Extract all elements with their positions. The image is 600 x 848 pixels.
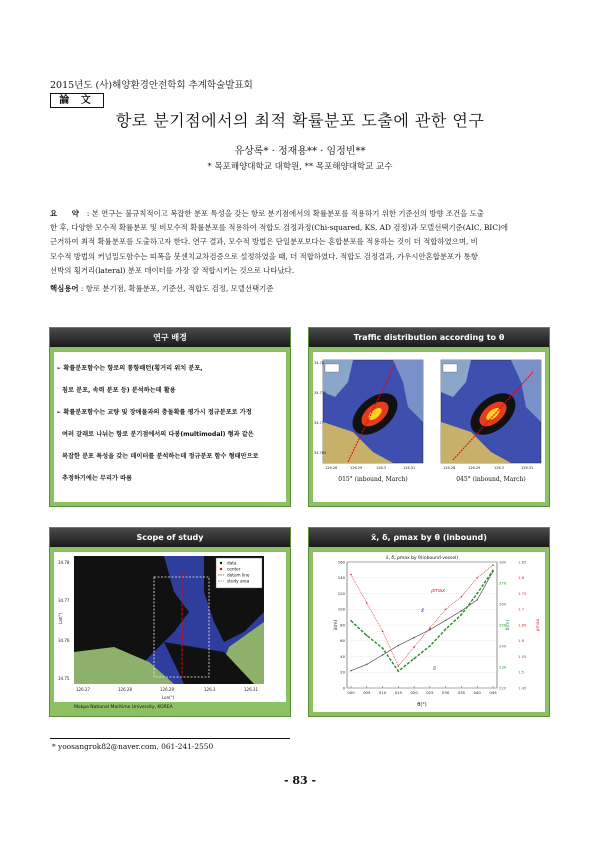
legend-label: datum line (227, 572, 250, 578)
tick-label: 126.3 (204, 687, 216, 692)
y-right2-tick-label: 1.7 (518, 606, 525, 612)
bullet-line: ➢ 확률분포함수는 교량 및 장애물과의 충돌확률 평가시 정규분포로 가정 (56, 409, 252, 416)
series-point (492, 564, 494, 566)
abstract (50, 207, 550, 278)
footnote-divider (50, 738, 290, 739)
series-point (476, 593, 478, 595)
series-point (429, 627, 431, 629)
y-right1-tick-label: 260 (499, 601, 507, 607)
y-left-tick-label: 140 (337, 575, 345, 581)
x-tick-label: 030 (442, 690, 450, 695)
chart-ylabel-left: x̄(m) (334, 619, 339, 631)
tick-label: 126.3 (376, 466, 387, 470)
series-point (461, 610, 463, 612)
traffic-map-right (441, 360, 541, 463)
traffic-panel (308, 327, 550, 507)
tick-label: 34.765 (314, 451, 327, 455)
y-right2-tick-label: 1.8 (518, 575, 525, 581)
x-tick-label: 010 (378, 690, 387, 695)
bullet-line: 침로 분포, 속력 분포 등) 분석하는데 활용 (62, 387, 176, 394)
series-point (461, 614, 463, 616)
y-left-tick-label: 80 (340, 622, 345, 628)
bullet-line: ➢ 확률분포함수는 항로의 통항패턴(횡거리 위치 분포, (56, 365, 203, 372)
x-tick-label: 040 (473, 690, 481, 695)
tick-label: 126.31 (521, 466, 534, 470)
scope-panel-body (54, 552, 286, 702)
series-point (476, 599, 478, 601)
y-right1-tick-label: 250 (499, 622, 507, 628)
series-point (445, 619, 447, 621)
y-right1-tick-label: 270 (499, 580, 507, 586)
tick-label: 126.28 (325, 466, 338, 470)
paper-title: 항로 분기점에서의 최적 확률분포 도출에 관한 연구 (115, 111, 485, 130)
series-point (382, 654, 384, 656)
x-tick-label: 020 (410, 690, 418, 695)
series-point (366, 635, 368, 637)
bullet-line: 여러 갈래로 나뉘는 항로 분기점에서의 다봉(multimodal) 형과 같은 (62, 431, 254, 438)
y-left-tick-label: 0 (342, 685, 345, 691)
chart-inner-title: x̄, δ, ρmax by θ(inbound vessel) (385, 556, 459, 561)
tick-label: 126.27 (76, 687, 90, 692)
y-right1-tick-label: 230 (499, 664, 507, 670)
background-panel (49, 327, 291, 507)
scope-map (54, 552, 286, 702)
tick-label: 126.28 (118, 687, 132, 692)
y-right1-tick-label: 220 (499, 685, 507, 691)
y-right2-tick-label: 1.6 (518, 638, 525, 644)
chart-xlabel: θ(°) (417, 702, 427, 708)
tick-label: 126.3 (494, 466, 505, 470)
scope-legend (216, 558, 262, 588)
series-point (350, 574, 352, 576)
stats-panel-title: x̄, δ, ρmax by θ (inbound) (309, 528, 549, 547)
authors: 유상록* · 정재용** · 임정빈** (234, 146, 366, 157)
series-point (350, 670, 352, 672)
series-label: ρmax (431, 588, 446, 594)
y-right2-tick-label: 1.55 (518, 653, 527, 659)
scope-ylabel: Lat(°) (58, 612, 63, 624)
y-left-tick-label: 120 (337, 590, 345, 596)
series-point (413, 646, 415, 648)
tick-label: 126.31 (403, 466, 416, 470)
bullet-line: 복잡한 분포 특성을 갖는 데이터를 분석하는데 정규분포 함수 형태만으로 (62, 453, 259, 460)
abstract-line: 모수적 방법의 커널밀도함수는 띠폭을 붓센치교차검증으로 설정하였을 때, 더 적합하였다. 적합도 검정결과, 가우시안혼합분포가 통항 (50, 251, 478, 261)
tick-label: 34.75 (58, 676, 70, 681)
series-point (350, 620, 352, 622)
abstract-label: 요 약 (50, 209, 85, 218)
series-point (382, 631, 384, 633)
background-panel-title: 연구 배경 (50, 328, 290, 347)
series-label: δ (433, 666, 437, 672)
series-point (382, 647, 384, 649)
series-point (366, 664, 368, 666)
y-left-tick-label: 100 (337, 606, 345, 612)
series-point (492, 570, 494, 572)
tick-label: 126.29 (468, 466, 481, 470)
scope-panel-title: Scope of study (50, 528, 290, 547)
x-tick-label: 015 (394, 690, 402, 695)
tick-label: 126.29 (350, 466, 363, 470)
tick-label: 126.29 (160, 687, 174, 692)
series-label: x̄ (421, 608, 424, 614)
series-point (366, 602, 368, 604)
tick-label: 34.77 (314, 421, 325, 425)
page-number: - 83 - (283, 774, 317, 787)
y-right2-tick-label: 1.85 (518, 559, 527, 565)
chart-ylabel-right2: ρmax (536, 618, 541, 632)
y-left-tick-label: 20 (340, 669, 345, 675)
y-right1-tick-label: 240 (499, 643, 507, 649)
chart-ylabel-right1: δ(m) (506, 619, 511, 631)
background-panel-body (54, 352, 286, 502)
series-point (413, 658, 415, 660)
bullet-line: 추정하기에는 무리가 따름 (62, 475, 133, 482)
y-left-tick-label: 160 (337, 559, 345, 565)
series-point (445, 628, 447, 630)
abstract-line: 선박의 횡거리(lateral) 분포 데이터를 가장 잘 적합시키는 것으로 나타났다. (50, 265, 295, 275)
conference-header: 2015년도 (사)해양환경안전학회 추계학술발표회 (50, 80, 253, 91)
series-point (413, 637, 415, 639)
y-right2-tick-label: 1.5 (518, 669, 525, 675)
y-left-tick-label: 40 (340, 653, 345, 659)
tick-label: 126.31 (244, 687, 258, 692)
x-tick-label: 005 (363, 690, 371, 695)
x-tick-label: 035 (457, 690, 466, 695)
traffic-panel-body (313, 352, 545, 502)
traffic-map-left (323, 360, 423, 463)
scope-panel (49, 527, 291, 717)
traffic-caption-left: 015° (inbound, March) (338, 476, 408, 483)
stats-chart (313, 552, 545, 710)
stats-panel (308, 527, 550, 717)
series-point (461, 596, 463, 598)
keywords-text: : 항로 분기점, 확률분포, 기준선, 적합도 검정, 모델선택기준 (80, 284, 274, 293)
series-point (429, 645, 431, 647)
series-point (398, 665, 400, 667)
tick-label: 34.78 (58, 560, 70, 565)
traffic-panel-title: Traffic distribution according to θ (309, 328, 549, 347)
series-point (398, 645, 400, 647)
tick-label: 34.78 (314, 361, 325, 365)
scope-xlabel: Lon(°) (162, 695, 175, 700)
y-right2-tick-label: 1.45 (518, 685, 527, 691)
x-tick-label: 045 (489, 690, 497, 695)
affiliation: * 목포해양대학교 대학원, ** 목포해양대학교 교수 (207, 162, 393, 172)
y-right1-tick-label: 280 (499, 559, 507, 565)
paper-type-tag: 論 文 (50, 93, 104, 108)
y-right2-tick-label: 1.65 (518, 622, 527, 628)
abstract-line: 한 후, 다양한 모수적 확률분포 및 비모수적 확률분포를 적용하여 적합도 검정과정(Chi-squared, KS, AD 검정)과 모델선택기준(AIC, BIC)에 (50, 223, 509, 233)
footnote: * yoosangrok82@naver.com, 061-241-2550 (52, 742, 214, 751)
x-tick-label: 000 (347, 690, 355, 695)
legend-label: data (227, 560, 237, 566)
scope-footer: Mokpo National Maritime University, KOREA (54, 703, 286, 713)
tick-label: 126.28 (443, 466, 456, 470)
abstract-line: 근거하여 최적 확률분포를 도출하고자 한다. 연구 결과, 모수적 방법은 단일분포보다는 혼합분포를 적용하는 것이 더 적합하였으며, 비 (50, 237, 478, 247)
y-right2-tick-label: 1.75 (518, 590, 527, 596)
tick-label: 34.775 (314, 391, 327, 395)
series-point (429, 629, 431, 631)
abstract-line: : 본 연구는 불규칙적이고 복잡한 분포 특성을 갖는 항로 분기점에서의 확률분포를 적용하기 위한 기준선의 방향 조건을 도출 (86, 209, 484, 218)
tick-label: 34.76 (58, 638, 70, 643)
series-point (398, 670, 400, 672)
tick-label: 34.77 (58, 598, 70, 603)
x-tick-label: 025 (426, 690, 434, 695)
stats-panel-body (313, 552, 545, 712)
legend-label: study area (227, 578, 250, 584)
keywords-label: 핵심용어 (50, 284, 79, 293)
legend-label: center (227, 566, 241, 572)
y-left-tick-label: 60 (340, 638, 345, 644)
series-point (445, 608, 447, 610)
series-point (476, 577, 478, 579)
traffic-caption-right: 045° (inbound, March) (456, 476, 526, 483)
keywords (50, 283, 550, 294)
